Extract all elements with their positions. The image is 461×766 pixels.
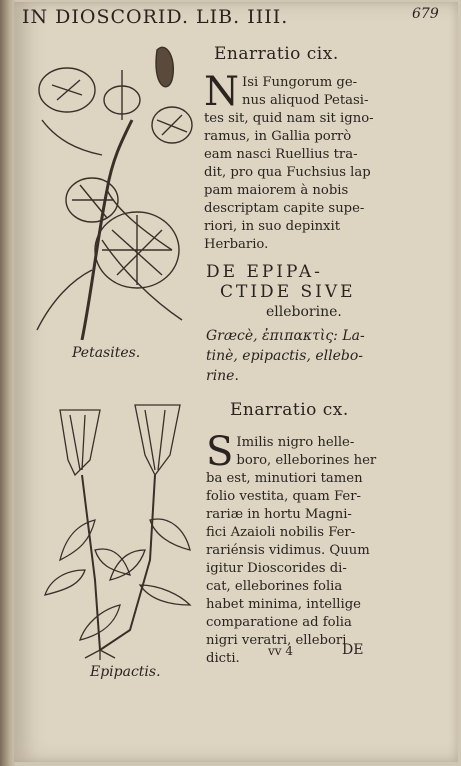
section-cx-text xyxy=(206,429,377,668)
text-line: folio vestita, quam Fer- xyxy=(206,489,361,504)
heading-line: CTIDE SIVE xyxy=(220,282,356,302)
heading-line: elleborine. xyxy=(266,304,342,320)
text-line: ramus, in Gallia porrò xyxy=(204,129,352,144)
text-line: igitur Dioscorides di- xyxy=(206,561,347,576)
text-line: comparatione ad folia xyxy=(206,615,352,630)
text-line: nus aliquod Petasi- xyxy=(242,93,369,108)
greek-latin-names xyxy=(206,326,365,386)
text-line: fici Azaioli nobilis Fer- xyxy=(206,525,356,540)
heading-de-epipactide xyxy=(206,262,356,322)
text-line: riori, in suo depinxit xyxy=(204,219,341,234)
names-line: Græcè, ἐπιπακτὶς: La- xyxy=(206,328,365,344)
section-title-cix: Enarratio cix. xyxy=(214,44,339,64)
text-line: dit, pro qua Fuchsius lap xyxy=(204,165,371,180)
names-line: rine. xyxy=(206,368,239,384)
text-line: pam maiorem à nobis xyxy=(204,183,349,198)
names-line: tinè, epipactis, ellebo- xyxy=(206,348,364,364)
signature-mark: vv 4 xyxy=(268,644,294,658)
text-line: boro, elleborines her xyxy=(236,453,377,468)
heading-line: DE EPIPA- xyxy=(206,262,323,282)
dropcap-s: S xyxy=(206,429,234,475)
section-cix-text xyxy=(204,69,374,254)
epipactis-woodcut xyxy=(40,400,200,660)
text-line: tes sit, quid nam sit igno- xyxy=(204,111,374,126)
text-line: Imilis nigro helle- xyxy=(236,435,355,450)
text-line: nigri veratri, ellebori xyxy=(206,633,347,648)
text-line: habet minima, intellige xyxy=(206,597,361,612)
text-line: eam nasci Ruellius tra- xyxy=(204,147,358,162)
catchword: DE xyxy=(342,642,364,658)
text-line: Herbario. xyxy=(204,237,269,252)
caption-petasites: Petasites. xyxy=(72,345,141,361)
text-line: rariæ in hortu Magni- xyxy=(206,507,352,522)
text-line: rariénsis vidimus. Quum xyxy=(206,543,370,558)
dropcap-n: N xyxy=(204,69,239,115)
text-line: dicti. xyxy=(206,651,240,666)
section-title-cx: Enarratio cx. xyxy=(230,400,349,420)
page-number: 679 xyxy=(412,6,439,22)
petasites-woodcut xyxy=(22,40,202,340)
text-line: Isi Fungorum ge- xyxy=(242,75,358,90)
caption-epipactis: Epipactis. xyxy=(90,664,161,680)
text-line: descriptam capite supe- xyxy=(204,201,365,216)
text-line: cat, elleborines folia xyxy=(206,579,343,594)
text-line: ba est, minutiori tamen xyxy=(206,471,363,486)
running-head: IN DIOSCORID. LIB. IIII. xyxy=(22,6,289,28)
